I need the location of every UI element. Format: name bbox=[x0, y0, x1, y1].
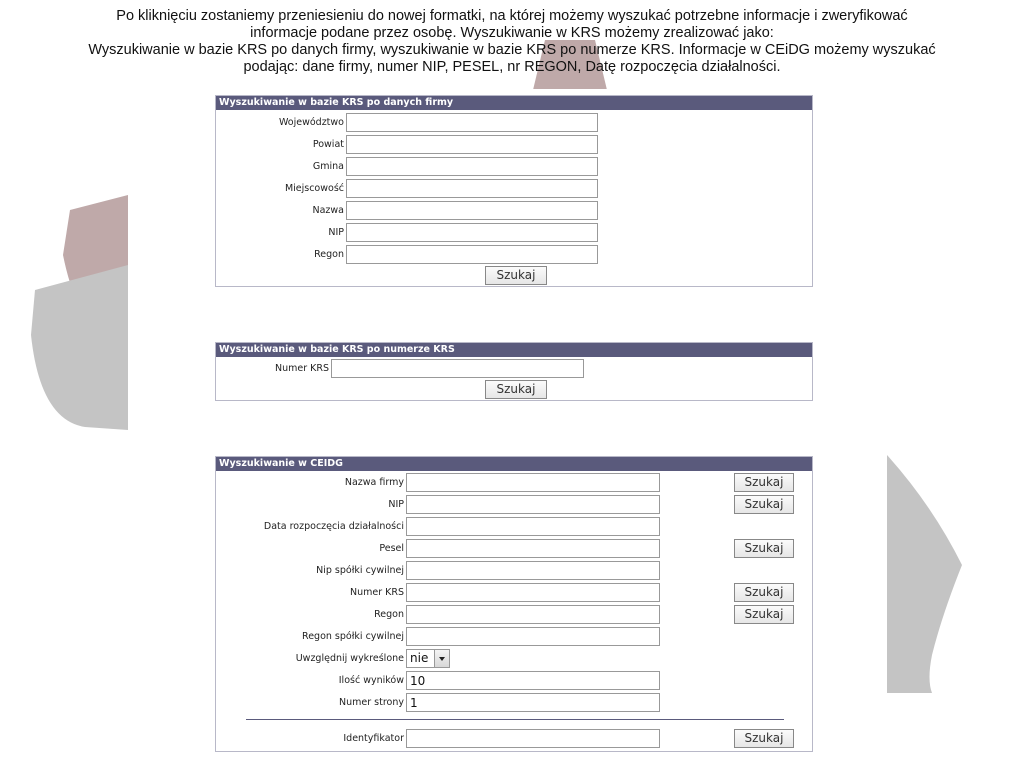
wojewodztwo-label: Województwo bbox=[278, 117, 344, 128]
wykreslone-select[interactable] bbox=[406, 649, 450, 668]
regon-spolki-input[interactable] bbox=[406, 627, 660, 646]
powiat-input[interactable] bbox=[346, 135, 598, 154]
krs-company-search-panel bbox=[215, 95, 813, 287]
pesel-input[interactable] bbox=[406, 539, 660, 558]
numer-krs-label: Numer KRS bbox=[274, 363, 329, 374]
miejscowosc-label: Miejscowość bbox=[284, 183, 344, 194]
numer-krs-search-button[interactable]: Szukaj bbox=[734, 583, 794, 602]
identyfikator-label: Identyfikator bbox=[343, 733, 404, 744]
intro-line-1: Po kliknięciu zostaniemy przeniesieniu do nowej formatki, na której możemy wyszukać potrzebne informacje i zweryfikować bbox=[116, 8, 908, 24]
nazwa-input[interactable] bbox=[346, 201, 598, 220]
identyfikator-input[interactable] bbox=[406, 729, 660, 748]
regon-input[interactable] bbox=[346, 245, 598, 264]
pesel-label: Pesel bbox=[379, 543, 404, 554]
intro-line-3: Wyszukiwanie w bazie KRS po danych firmy, wyszukiwanie w bazie KRS po numerze KRS. Informacje w CEiDG możemy wyszukać bbox=[88, 42, 936, 58]
regon-spolki-label: Regon spółki cywilnej bbox=[302, 631, 404, 642]
krs-number-search-panel bbox=[215, 342, 813, 401]
chevron-down-icon[interactable] bbox=[434, 650, 449, 667]
ceidg-nip-input[interactable] bbox=[406, 495, 660, 514]
ceidg-separator bbox=[246, 719, 784, 720]
wykreslone-label: Uwzględnij wykreślone bbox=[295, 653, 404, 664]
nip-input[interactable] bbox=[346, 223, 598, 242]
regon-search-button[interactable]: Szukaj bbox=[734, 605, 794, 624]
pesel-search-button[interactable]: Szukaj bbox=[734, 539, 794, 558]
ceidg-panel-title: Wyszukiwanie w CEIDG bbox=[216, 457, 812, 471]
search-screenshot bbox=[207, 89, 822, 764]
nip-spolki-input[interactable] bbox=[406, 561, 660, 580]
gmina-label: Gmina bbox=[312, 161, 344, 172]
nazwa-label: Nazwa bbox=[312, 205, 344, 216]
intro-line-4: podając: dane firmy, numer NIP, PESEL, nr REGON, Datę rozpoczęcia działalności. bbox=[243, 59, 781, 75]
krs-company-panel-title: Wyszukiwanie w bazie KRS po danych firmy bbox=[216, 96, 812, 110]
ilosc-wynikow-input[interactable] bbox=[406, 671, 660, 690]
intro-text bbox=[60, 8, 964, 76]
data-rozpoczecia-label: Data rozpoczęcia działalności bbox=[263, 521, 404, 532]
gmina-input[interactable] bbox=[346, 157, 598, 176]
krs-number-search-button[interactable]: Szukaj bbox=[485, 380, 547, 399]
ceidg-regon-input[interactable] bbox=[406, 605, 660, 624]
identyfikator-search-button[interactable]: Szukaj bbox=[734, 729, 794, 748]
powiat-label: Powiat bbox=[312, 139, 344, 150]
nazwa-firmy-label: Nazwa firmy bbox=[344, 477, 404, 488]
ceidg-nip-label: NIP bbox=[388, 499, 404, 510]
nip-label: NIP bbox=[328, 227, 344, 238]
ilosc-wynikow-label: Ilość wyników bbox=[338, 675, 404, 686]
decor-shape-right bbox=[887, 455, 967, 695]
data-rozpoczecia-input[interactable] bbox=[406, 517, 660, 536]
nazwa-firmy-input[interactable] bbox=[406, 473, 660, 492]
ceidg-search-panel bbox=[215, 456, 813, 752]
numer-krs-input[interactable] bbox=[331, 359, 584, 378]
nazwa-firmy-search-button[interactable]: Szukaj bbox=[734, 473, 794, 492]
wykreslone-value: nie bbox=[410, 651, 429, 665]
intro-line-2: informacje podane przez osobę. Wyszukiwanie w KRS możemy zrealizować jako: bbox=[250, 25, 774, 41]
ceidg-regon-label: Regon bbox=[374, 609, 404, 620]
wojewodztwo-input[interactable] bbox=[346, 113, 598, 132]
ceidg-numer-krs-input[interactable] bbox=[406, 583, 660, 602]
krs-number-panel-title: Wyszukiwanie w bazie KRS po numerze KRS bbox=[216, 343, 812, 357]
krs-company-search-button[interactable]: Szukaj bbox=[485, 266, 547, 285]
numer-strony-label: Numer strony bbox=[339, 697, 404, 708]
miejscowosc-input[interactable] bbox=[346, 179, 598, 198]
ceidg-numer-krs-label: Numer KRS bbox=[349, 587, 404, 598]
nip-spolki-label: Nip spółki cywilnej bbox=[316, 565, 404, 576]
numer-strony-input[interactable] bbox=[406, 693, 660, 712]
nip-search-button[interactable]: Szukaj bbox=[734, 495, 794, 514]
decor-shape-left bbox=[25, 195, 135, 435]
regon-label: Regon bbox=[314, 249, 344, 260]
